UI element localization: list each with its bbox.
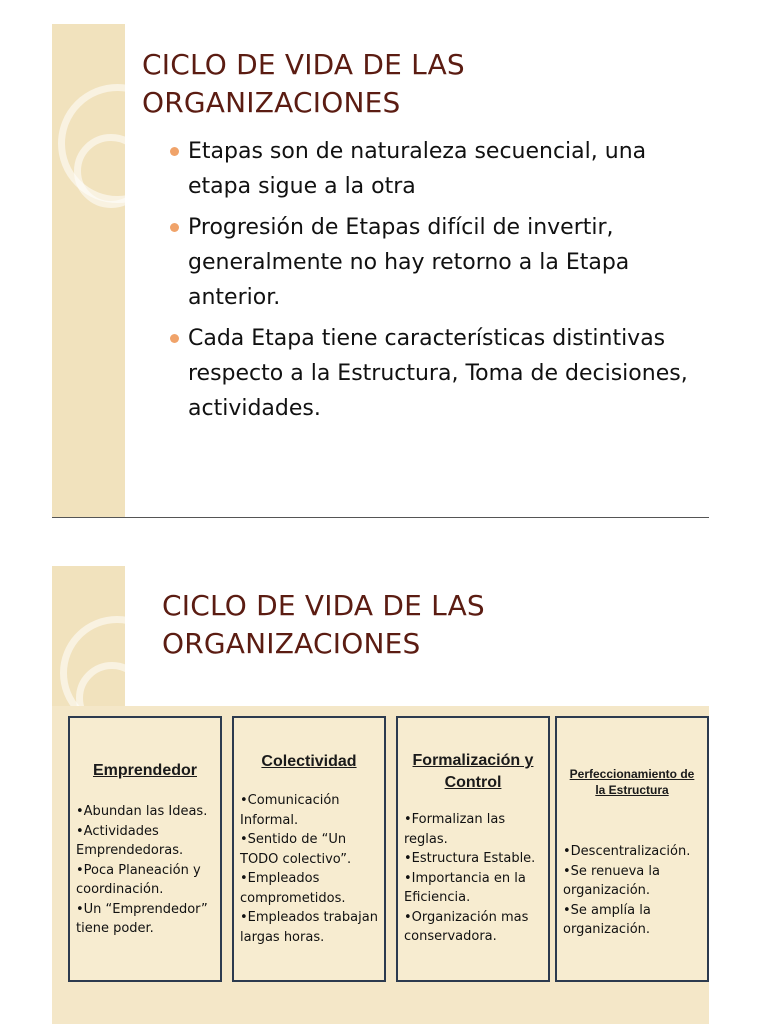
stage-item: •Actividades Emprendedoras. <box>76 823 184 858</box>
stage-card-perfeccionamiento <box>555 716 709 982</box>
stage-item: •Empleados comprometidos. <box>240 871 346 906</box>
bullet-dot-icon <box>170 223 179 232</box>
stage-item: •Descentralización. <box>563 844 691 859</box>
stage-item: •Estructura Estable. <box>404 851 536 866</box>
stage-title: Formalización y Control <box>412 752 534 791</box>
stage-card-formalizacion <box>396 716 550 982</box>
stage-item: •Un “Emprendedor” tiene poder. <box>76 901 208 936</box>
decorative-ring <box>74 134 148 208</box>
slide-title-line-2: ORGANIZACIONES <box>162 627 421 660</box>
stage-items <box>76 802 214 939</box>
stage-item: •Empleados trabajan largas horas. <box>240 910 378 945</box>
decorative-sidebar-strip <box>52 24 125 517</box>
slide-title-line-1: CICLO DE VIDA DE LAS <box>142 48 465 81</box>
bullet-text: Progresión de Etapas difícil de invertir, generalmente no hay retorno a la Etapa anterior. <box>188 215 630 310</box>
slide-title-line-2: ORGANIZACIONES <box>142 86 401 119</box>
slide-1 <box>52 24 709 518</box>
stage-item: •Comunicación Informal. <box>240 793 340 828</box>
slide-title <box>142 46 465 122</box>
stage-item: •Sentido de “Un TODO colectivo”. <box>240 832 352 867</box>
slide-2 <box>52 566 709 1024</box>
bullet-item <box>170 134 709 204</box>
bullet-dot-icon <box>170 334 179 343</box>
stage-card-emprendedor <box>68 716 222 982</box>
bullet-item <box>170 210 709 315</box>
stage-item: •Organización mas conservadora. <box>404 909 529 944</box>
stage-items <box>563 842 701 940</box>
stage-item: •Se amplía la organización. <box>563 902 651 937</box>
slide-title <box>162 587 485 663</box>
bullet-item <box>170 321 709 426</box>
stage-item: •Se renueva la organización. <box>563 863 660 898</box>
stage-card-colectividad <box>232 716 386 982</box>
stage-items <box>404 810 542 947</box>
slide-title-line-1: CICLO DE VIDA DE LAS <box>162 589 485 622</box>
stage-item: •Formalizan las reglas. <box>404 812 506 847</box>
bullet-text: Cada Etapa tiene características distintivas respecto a la Estructura, Toma de decisiones, actividades. <box>188 326 688 421</box>
bullet-text: Etapas son de naturaleza secuencial, una etapa sigue a la otra <box>188 139 647 199</box>
stage-item: •Importancia en la Eficiencia. <box>404 870 526 905</box>
stage-item: •Abundan las Ideas. <box>76 804 208 819</box>
bullet-dot-icon <box>170 147 179 156</box>
bullet-list <box>170 134 709 432</box>
stage-items <box>240 791 378 947</box>
stage-title: Emprendedor <box>92 762 197 779</box>
stage-item: •Poca Planeación y coordinación. <box>76 862 201 897</box>
stage-title: Colectividad <box>261 753 357 770</box>
stage-title: Perfeccionamiento de la Estructura <box>569 767 695 797</box>
